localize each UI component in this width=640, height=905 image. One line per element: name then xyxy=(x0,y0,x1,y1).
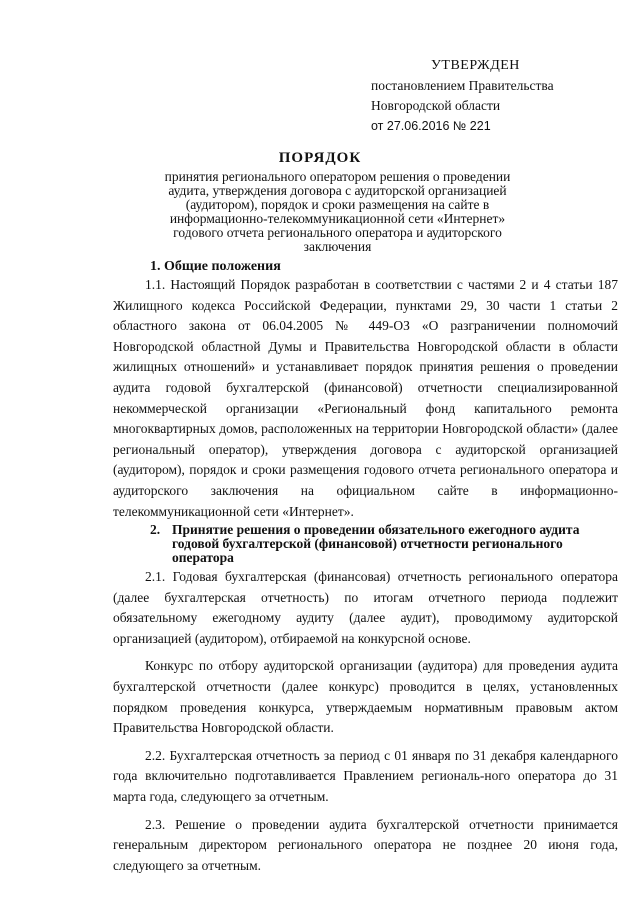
paragraph: Конкурс по отбору аудиторской организации (аудитора) для проведения аудита бухгалтерской отчетности (далее конкурс) проводится в целях, установленных порядком проведения конкурса, утверждаемым нормативным правовым актом Правительства Новгородской области. xyxy=(113,658,618,736)
section-2-number: 2. xyxy=(150,522,161,537)
approval-stamp xyxy=(371,56,621,136)
section-1-body xyxy=(113,275,618,522)
section-1-heading: 1. Общие положения xyxy=(150,259,281,274)
section-2-heading xyxy=(150,523,610,565)
approval-heading: УТВЕРЖДЕН xyxy=(431,58,520,73)
paragraph: 1.1. Настоящий Порядок разработан в соответствии с частями 2 и 4 статьи 187 Жилищного кодекса Российской Федерации, пунктами 29, 30 части 1 статьи 2 областного закона от 06.04.2005 № 449-ОЗ «О разграничении полномочий Новгородской областной Думы и Правительства Новгородской области в области жилищных отношений» и устанавливает порядок принятия решения о проведении аудита годовой бухгалтерской (финансовой) отчетности специализированной некоммерческой организации «Региональный фонд капитального ремонта многоквартирных домов, расположенных на территории Новгородской области» (далее региональный оператор), утверждения договора с аудиторской организацией (аудитором), порядок и сроки размещения годового отчета регионального оператора и аудиторского заключения на официальном сайте в информационно-телекоммуникационной сети «Интернет». xyxy=(113,277,618,519)
section-2-heading-text: Принятие решения о проведении обязательного ежегодного аудита годовой бухгалтерской (финансовой) отчетности регионального оператора xyxy=(172,522,580,565)
paragraph: 2.1. Годовая бухгалтерская (финансовая) отчетность регионального оператора (далее бухгалтерская отчетность) по итогам отчетного периода подлежит обязательному ежегодному аудиту (далее аудит), проводимому аудиторской организацией (аудитором), отбираемой на конкурсной основе. xyxy=(113,569,618,646)
paragraph: 2.2. Бухгалтерская отчетность за период с 01 января по 31 декабря календарного года включительно подготавливается Правлением региональ-ного оператора до 31 марта года, следующего за отчетным. xyxy=(113,747,618,804)
document-subtitle: принятия регионального оператором решения о проведении аудита, утверждения договора с аудиторской организацией (аудитором), порядок и сроки размещения на сайте в информационно-телекоммуникационной сети «Интернет» годового отчета регионального оператора и аудиторского заключения xyxy=(164,169,511,254)
approval-line-1: постановлением Правительства xyxy=(371,78,554,93)
approval-date: от 27.06.2016 № 221 xyxy=(371,119,491,133)
approval-line-2: Новгородской области xyxy=(371,98,501,113)
section-2-body xyxy=(113,567,618,876)
paragraph: 2.3. Решение о проведении аудита бухгалтерской отчетности принимается генеральным директором регионального оператора не позднее 20 июня года, следующего за отчетным. xyxy=(113,816,618,873)
document-title: ПОРЯДОК xyxy=(278,150,362,166)
